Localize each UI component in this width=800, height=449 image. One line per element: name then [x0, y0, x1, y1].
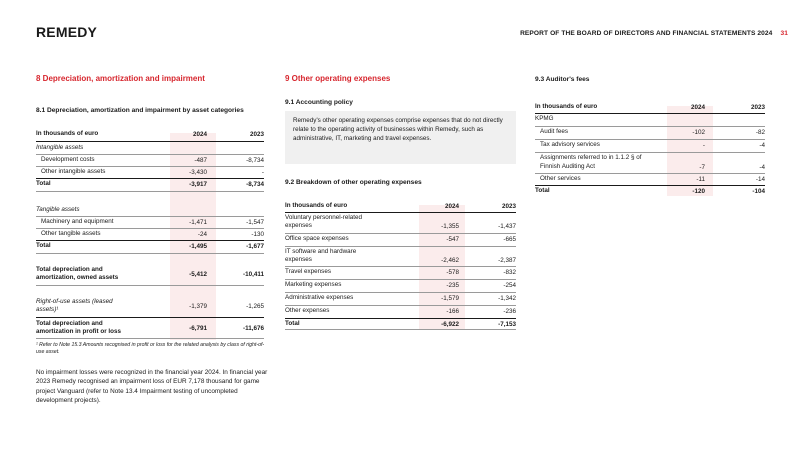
- row-label: Total: [36, 242, 51, 250]
- value-2024: -3,917: [189, 181, 207, 188]
- value-2024: -578: [446, 269, 459, 276]
- value-2024: -: [702, 142, 705, 149]
- row-label: Other tangible assets: [41, 229, 101, 237]
- column-header-label: In thousands of euro: [535, 102, 598, 110]
- row-label: Total: [36, 180, 51, 188]
- table-row: [285, 267, 516, 278]
- value-2023: -1,265: [246, 302, 264, 310]
- value-2023: -4: [759, 142, 765, 149]
- column-header-label: In thousands of euro: [36, 129, 99, 137]
- row-divider: [285, 329, 516, 330]
- table-row: [285, 213, 516, 231]
- table-row: [285, 234, 516, 245]
- depreciation-table: [36, 125, 264, 340]
- row-label: Office space expenses: [285, 235, 349, 243]
- column-header-2024: 2024: [192, 130, 207, 138]
- row-label: Travel expenses: [285, 268, 331, 276]
- table-row: [36, 155, 264, 165]
- table-row: [36, 205, 264, 215]
- column-header-2023: 2023: [249, 130, 264, 138]
- value-2023: -11,676: [242, 324, 264, 332]
- column-header-2023: 2023: [750, 103, 765, 111]
- value-2024: -2,462: [441, 257, 459, 264]
- value-2024: -1,379: [189, 302, 207, 310]
- column-header-2024: 2024: [690, 103, 705, 111]
- value-2024: -102: [692, 129, 705, 136]
- row-label: Total: [285, 319, 300, 327]
- row-label: Development costs: [41, 155, 95, 163]
- row-divider: [36, 191, 264, 192]
- row-divider: [36, 317, 264, 318]
- row-divider: [36, 338, 264, 339]
- row-label: Other services: [540, 175, 581, 183]
- accounting-policy-box: Remedy's other operating expenses comprise expenses that do not directly relate to the operating activity of businesses within Remedy, such as administrative, IT, marketing and travel expenses.: [285, 111, 516, 164]
- table-row: [285, 247, 516, 265]
- row-label: Marketing expenses: [285, 281, 342, 289]
- row-label: Machinery and equipment: [41, 217, 114, 225]
- value-2024: -120: [692, 187, 705, 195]
- table-row: [36, 217, 264, 227]
- value-2024: -1,495: [189, 243, 207, 250]
- section-8-heading: 8 Depreciation, amortization and impairment: [36, 74, 205, 83]
- company-logo: REMEDY: [36, 24, 98, 40]
- value-2024: -3,430: [189, 168, 207, 176]
- column-header-2024: 2024: [444, 202, 459, 210]
- row-label: Total depreciation and amortization, owned assets: [36, 265, 119, 281]
- value-2023: -1,342: [498, 295, 516, 302]
- row-label: Right-of-use assets (leased assets)¹: [36, 297, 113, 313]
- value-2024: -487: [194, 156, 207, 164]
- section-8-1-subheading: 8.1 Depreciation, amortization and impairment by asset categories: [36, 107, 244, 114]
- row-divider: [36, 253, 264, 254]
- value-2024: -547: [446, 236, 459, 243]
- footnote: ¹ Refer to Note 15.3 Amounts recognised in profit or loss for the related analysis by class of right-of-use asset.: [36, 342, 265, 356]
- value-2023: -1,547: [246, 218, 264, 226]
- value-2023: -832: [503, 269, 516, 276]
- value-2023: -4: [759, 164, 765, 171]
- table-row: [36, 241, 264, 252]
- page-number: 31: [780, 30, 788, 37]
- value-2024: -6,922: [441, 320, 459, 328]
- table-row: [36, 265, 264, 283]
- value-2024: -235: [446, 282, 459, 289]
- section-9-1-subheading: 9.1 Accounting policy: [285, 99, 353, 106]
- row-label: Assignments referred to in 1.1.2 § of Finnish Auditing Act: [540, 154, 642, 170]
- operating-expenses-table: [285, 197, 516, 330]
- value-2023: -82: [755, 129, 765, 136]
- section-9-2-subheading: 9.2 Breakdown of other operating expenses: [285, 179, 422, 186]
- row-divider: [36, 285, 264, 286]
- value-2023: -14: [755, 176, 765, 183]
- table-row: [36, 319, 264, 337]
- section-9-3-subheading: 9.3 Auditor's fees: [535, 76, 590, 83]
- row-label: Administrative expenses: [285, 294, 354, 302]
- table-row: [285, 319, 516, 329]
- table-row: [535, 174, 765, 185]
- section-9-heading: 9 Other operating expenses: [285, 74, 391, 83]
- value-2023: -254: [503, 282, 516, 289]
- table-header-row: [535, 102, 765, 112]
- value-2023: -236: [503, 308, 516, 315]
- value-2023: -8,734: [246, 181, 264, 188]
- report-header: [520, 30, 788, 37]
- table-row: [535, 127, 765, 138]
- value-2023: -2,387: [498, 257, 516, 264]
- value-2023: -104: [752, 187, 765, 195]
- table-row: [36, 167, 264, 177]
- value-2023: -: [261, 168, 264, 176]
- row-label: Intangible assets: [36, 143, 84, 151]
- row-label: Voluntary personnel-related expenses: [285, 213, 363, 229]
- row-label: Other intangible assets: [41, 167, 106, 175]
- value-2023: -130: [251, 230, 264, 238]
- value-2024: -24: [197, 230, 207, 238]
- impairment-paragraph: No impairment losses were recognized in the financial year 2024. In financial year 2023 Remedy recognised an impairment loss of EUR 7,178 thousand for game project Vanguard (refer to Note 13.4 Impairment testing of uncompleted development projects).: [36, 369, 268, 404]
- value-2023: -8,734: [246, 156, 264, 164]
- value-2024: -7: [699, 164, 705, 171]
- header-divider: [36, 141, 264, 142]
- column-header-2023: 2023: [501, 202, 516, 210]
- row-label: Tax advisory services: [540, 141, 600, 149]
- value-2023: -665: [503, 236, 516, 243]
- value-2024: -6,791: [189, 324, 207, 332]
- table-row: [535, 114, 765, 125]
- column-header-label: In thousands of euro: [285, 201, 348, 209]
- table-row: [285, 280, 516, 291]
- value-2024: -11: [696, 176, 705, 183]
- table-row: [36, 179, 264, 190]
- table-row: [36, 297, 264, 315]
- value-2024: -166: [446, 308, 459, 315]
- value-2023: -10,411: [242, 270, 264, 278]
- row-label: Total depreciation and amortization in profit or loss: [36, 319, 122, 335]
- row-label: Audit fees: [540, 128, 569, 136]
- table-row: [36, 143, 264, 153]
- value-2023: -1,437: [498, 223, 516, 230]
- value-2023: -1,677: [246, 243, 264, 250]
- row-label: Other expenses: [285, 307, 330, 315]
- value-2024: -1,471: [189, 218, 207, 226]
- auditor-fees-table: [535, 98, 765, 196]
- table-header-row: [285, 201, 516, 211]
- row-label: IT software and hardware expenses: [285, 247, 357, 263]
- table-row: [285, 293, 516, 304]
- table-row: [535, 140, 765, 151]
- table-row: [285, 306, 516, 317]
- table-row: [36, 229, 264, 239]
- value-2023: -7,153: [498, 320, 516, 328]
- row-label: Total: [535, 186, 550, 194]
- report-title: REPORT OF THE BOARD OF DIRECTORS AND FINANCIAL STATEMENTS 2024: [520, 30, 773, 37]
- table-row: [535, 153, 765, 172]
- value-2024: -1,579: [441, 295, 459, 302]
- table-header-row: [36, 129, 264, 139]
- row-label: Tangible assets: [36, 205, 80, 213]
- group-label: KPMG: [535, 115, 554, 123]
- value-2024: -1,355: [441, 223, 459, 230]
- table-row: [535, 186, 765, 196]
- value-2024: -5,412: [189, 270, 207, 278]
